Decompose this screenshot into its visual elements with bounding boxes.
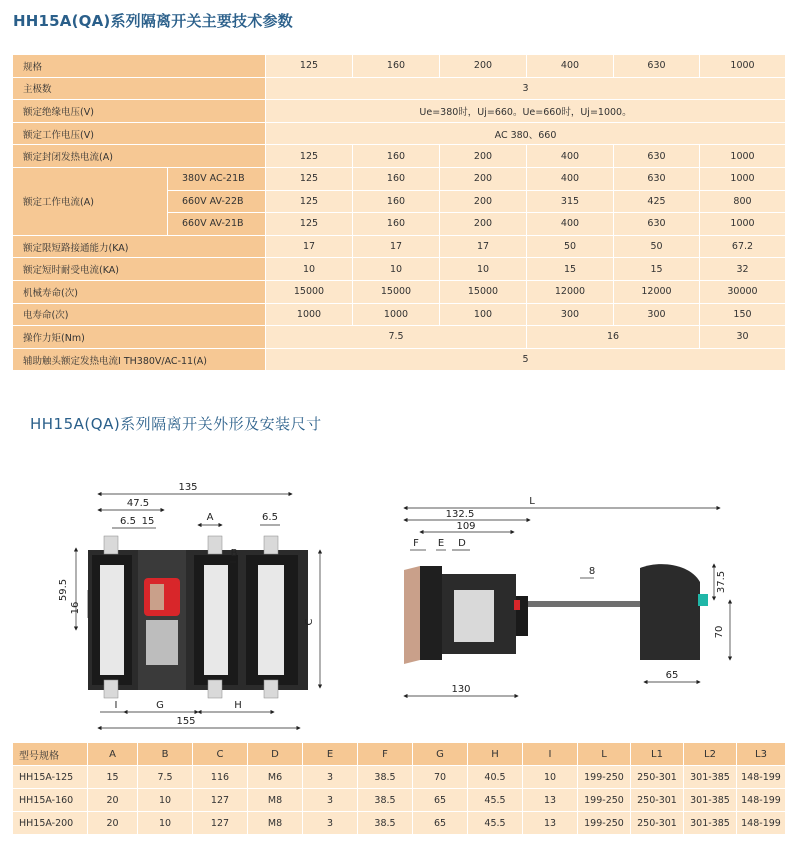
cell: 200 bbox=[440, 191, 527, 214]
dimension-drawing bbox=[0, 470, 790, 735]
cell: 40.5 bbox=[468, 766, 523, 789]
cell: 630 bbox=[614, 145, 700, 168]
spec-row bbox=[13, 349, 786, 372]
spec-row bbox=[13, 304, 786, 327]
cell: 400 bbox=[527, 145, 614, 168]
cell: 200 bbox=[440, 55, 527, 78]
header-cell: L bbox=[578, 743, 631, 766]
side-view bbox=[404, 496, 730, 696]
dim-label: 135 bbox=[178, 482, 198, 493]
cell: 1000 bbox=[700, 168, 786, 191]
cell: 65 bbox=[413, 812, 468, 835]
cell: 425 bbox=[614, 191, 700, 214]
cell: 7.5 bbox=[266, 326, 527, 349]
cell: 16 bbox=[527, 326, 700, 349]
cell: 148-199 bbox=[737, 789, 786, 812]
cell: 630 bbox=[614, 213, 700, 236]
cell: M6 bbox=[248, 766, 303, 789]
dim-label: 47.5 bbox=[126, 498, 150, 509]
cell: 3 bbox=[303, 812, 358, 835]
cell: 300 bbox=[614, 304, 700, 327]
header-cell: B bbox=[138, 743, 193, 766]
cell: 10 bbox=[138, 812, 193, 835]
cell: 200 bbox=[440, 213, 527, 236]
dim-label: 70 bbox=[714, 625, 725, 639]
cell: 148-199 bbox=[737, 766, 786, 789]
dim-label: I bbox=[114, 700, 118, 711]
cell: 160 bbox=[353, 145, 440, 168]
cell: 400 bbox=[527, 55, 614, 78]
cell: 160 bbox=[353, 55, 440, 78]
spec-row bbox=[13, 236, 786, 259]
cell: 38.5 bbox=[358, 789, 413, 812]
sub-label: 660V AV-21B bbox=[168, 213, 266, 236]
cell: 400 bbox=[527, 213, 614, 236]
header-cell: L2 bbox=[684, 743, 737, 766]
cell: 116 bbox=[193, 766, 248, 789]
handle-shaft bbox=[150, 584, 164, 610]
cell: 45.5 bbox=[468, 812, 523, 835]
cell: 125 bbox=[266, 145, 353, 168]
sub-label: 660V AV-22B bbox=[168, 191, 266, 214]
cell: 15000 bbox=[353, 281, 440, 304]
cell: 125 bbox=[266, 168, 353, 191]
door-handle bbox=[640, 564, 700, 660]
cell: 10 bbox=[440, 258, 527, 281]
spec-title: HH15A(QA)系列隔离开关主要技术参数 bbox=[13, 12, 293, 30]
cell: 400 bbox=[527, 168, 614, 191]
cell: 160 bbox=[353, 191, 440, 214]
cell: 800 bbox=[700, 191, 786, 214]
cell: 200 bbox=[440, 168, 527, 191]
dim-label: 16 bbox=[70, 601, 81, 615]
dim-label: 109 bbox=[456, 521, 476, 532]
row-label: 额定绝缘电压(V) bbox=[13, 100, 266, 123]
size-row bbox=[13, 789, 786, 812]
cell: 15 bbox=[527, 258, 614, 281]
dim-label: 130 bbox=[451, 684, 471, 695]
cell: 3 bbox=[303, 766, 358, 789]
cell: 301-385 bbox=[684, 812, 737, 835]
terminal-plate bbox=[454, 590, 494, 642]
cell: 150 bbox=[700, 304, 786, 327]
front-view bbox=[58, 482, 320, 728]
cell: Ue=380时，Uj=660。Ue=660时，Uj=1000。 bbox=[266, 100, 786, 123]
dim-label: H bbox=[234, 700, 242, 711]
header-cell: D bbox=[248, 743, 303, 766]
spec-row bbox=[13, 78, 786, 101]
header-cell: L3 bbox=[737, 743, 786, 766]
cell: M8 bbox=[248, 812, 303, 835]
cell: M8 bbox=[248, 789, 303, 812]
cell: 125 bbox=[266, 55, 353, 78]
cell: 250-301 bbox=[631, 789, 684, 812]
dim-label: E bbox=[437, 538, 445, 549]
row-label: 辅助触头额定发热电流I TH380V/AC-11(A) bbox=[13, 349, 266, 372]
spec-row bbox=[13, 55, 786, 78]
contact-plate bbox=[100, 565, 124, 675]
teal-lock bbox=[698, 594, 708, 606]
cell: 630 bbox=[614, 168, 700, 191]
cell: 70 bbox=[413, 766, 468, 789]
cell: 15000 bbox=[266, 281, 353, 304]
dim-label: 6.5 bbox=[262, 512, 278, 523]
cell: 100 bbox=[440, 304, 527, 327]
cell: 30 bbox=[700, 326, 786, 349]
header-cell: G bbox=[413, 743, 468, 766]
cell: 12000 bbox=[527, 281, 614, 304]
extension-shaft bbox=[528, 601, 640, 607]
cell: 20 bbox=[88, 812, 138, 835]
cell: 13 bbox=[523, 812, 578, 835]
cell: 301-385 bbox=[684, 766, 737, 789]
cell: 199-250 bbox=[578, 812, 631, 835]
row-label: 电寿命(次) bbox=[13, 304, 266, 327]
cell: 199-250 bbox=[578, 789, 631, 812]
dim-label: A bbox=[206, 512, 214, 523]
contact-plate bbox=[204, 565, 228, 675]
cell: 10 bbox=[266, 258, 353, 281]
cell: 630 bbox=[614, 55, 700, 78]
cell: 125 bbox=[266, 191, 353, 214]
sub-label: 380V AC-21B bbox=[168, 168, 266, 191]
size-table bbox=[13, 743, 786, 835]
contact-plate bbox=[258, 565, 284, 675]
row-label: 额定封闭发热电流(A) bbox=[13, 145, 266, 168]
cell: 127 bbox=[193, 789, 248, 812]
dim-label: 37.5 bbox=[716, 570, 727, 594]
cell: 1000 bbox=[266, 304, 353, 327]
row-label: 机械寿命(次) bbox=[13, 281, 266, 304]
base-block bbox=[420, 566, 442, 660]
cell: 127 bbox=[193, 812, 248, 835]
shaft-plate bbox=[146, 620, 178, 665]
cell: 15000 bbox=[440, 281, 527, 304]
cell: 20 bbox=[88, 789, 138, 812]
cell: 1000 bbox=[353, 304, 440, 327]
cell: 1000 bbox=[700, 55, 786, 78]
header-cell: C bbox=[193, 743, 248, 766]
cell: 3 bbox=[266, 78, 786, 101]
model-cell: HH15A-200 bbox=[13, 812, 88, 835]
spec-table bbox=[13, 55, 786, 371]
cell: 5 bbox=[266, 349, 786, 372]
cell: 10 bbox=[353, 258, 440, 281]
cell: 250-301 bbox=[631, 766, 684, 789]
cell: 17 bbox=[440, 236, 527, 259]
dim-label: 132.5 bbox=[445, 509, 475, 520]
spec-row bbox=[13, 145, 786, 168]
spec-row bbox=[13, 123, 786, 146]
dim-label: 6.5 bbox=[120, 516, 136, 527]
cell: 15 bbox=[88, 766, 138, 789]
cell: 199-250 bbox=[578, 766, 631, 789]
cell: 301-385 bbox=[684, 789, 737, 812]
row-label: 额定限短路接通能力(KA) bbox=[13, 236, 266, 259]
cell: 45.5 bbox=[468, 789, 523, 812]
dim-label: 155 bbox=[176, 716, 196, 727]
cell: 12000 bbox=[614, 281, 700, 304]
cell: 38.5 bbox=[358, 766, 413, 789]
dim-label: D bbox=[458, 538, 466, 549]
header-cell: A bbox=[88, 743, 138, 766]
header-cell: 型号规格 bbox=[13, 743, 88, 766]
cell: 148-199 bbox=[737, 812, 786, 835]
row-label: 规格 bbox=[13, 55, 266, 78]
cell: 10 bbox=[523, 766, 578, 789]
cell: 1000 bbox=[700, 213, 786, 236]
header-cell: F bbox=[358, 743, 413, 766]
row-label: 额定工作电压(V) bbox=[13, 123, 266, 146]
cell: 13 bbox=[523, 789, 578, 812]
cell: 160 bbox=[353, 168, 440, 191]
cell: 7.5 bbox=[138, 766, 193, 789]
cell: 15 bbox=[614, 258, 700, 281]
cell: 38.5 bbox=[358, 812, 413, 835]
dim-label: C bbox=[304, 618, 315, 626]
dim-label: 8 bbox=[588, 566, 596, 577]
cell: 17 bbox=[353, 236, 440, 259]
row-label: 额定短时耐受电流(KA) bbox=[13, 258, 266, 281]
cell: 3 bbox=[303, 789, 358, 812]
cell: 67.2 bbox=[700, 236, 786, 259]
dim-label: 15 bbox=[141, 516, 155, 527]
dim-label: B bbox=[230, 548, 238, 559]
dim-label: 65 bbox=[665, 670, 679, 681]
cell: 300 bbox=[527, 304, 614, 327]
cell: 65 bbox=[413, 789, 468, 812]
red-marker bbox=[514, 600, 520, 610]
model-cell: HH15A-160 bbox=[13, 789, 88, 812]
cell: 50 bbox=[527, 236, 614, 259]
header-cell: L1 bbox=[631, 743, 684, 766]
dim-label: G bbox=[156, 700, 164, 711]
mounting-flange bbox=[404, 566, 420, 664]
header-cell: H bbox=[468, 743, 523, 766]
spec-row bbox=[13, 281, 786, 304]
dims-title: HH15A(QA)系列隔离开关外形及安装尺寸 bbox=[30, 415, 322, 433]
spec-row bbox=[13, 168, 786, 191]
cell: 10 bbox=[138, 789, 193, 812]
dim-label: L bbox=[529, 496, 535, 507]
cell: 32 bbox=[700, 258, 786, 281]
cell: 1000 bbox=[700, 145, 786, 168]
cell: 50 bbox=[614, 236, 700, 259]
spec-row bbox=[13, 326, 786, 349]
cell: 17 bbox=[266, 236, 353, 259]
size-header-row bbox=[13, 743, 786, 766]
dim-label: 59.5 bbox=[58, 578, 69, 602]
model-cell: HH15A-125 bbox=[13, 766, 88, 789]
cell: 200 bbox=[440, 145, 527, 168]
row-label: 操作力矩(Nm) bbox=[13, 326, 266, 349]
cell: 160 bbox=[353, 213, 440, 236]
spec-row bbox=[13, 100, 786, 123]
spec-row bbox=[13, 258, 786, 281]
cell: AC 380、660 bbox=[266, 123, 786, 146]
header-cell: E bbox=[303, 743, 358, 766]
header-cell: I bbox=[523, 743, 578, 766]
cell: 30000 bbox=[700, 281, 786, 304]
cell: 250-301 bbox=[631, 812, 684, 835]
dim-label: F bbox=[413, 538, 419, 549]
size-row bbox=[13, 812, 786, 835]
cell: 315 bbox=[527, 191, 614, 214]
cell: 125 bbox=[266, 213, 353, 236]
size-row bbox=[13, 766, 786, 789]
row-label: 主极数 bbox=[13, 78, 266, 101]
row-label: 额定工作电流(A) bbox=[13, 168, 168, 236]
